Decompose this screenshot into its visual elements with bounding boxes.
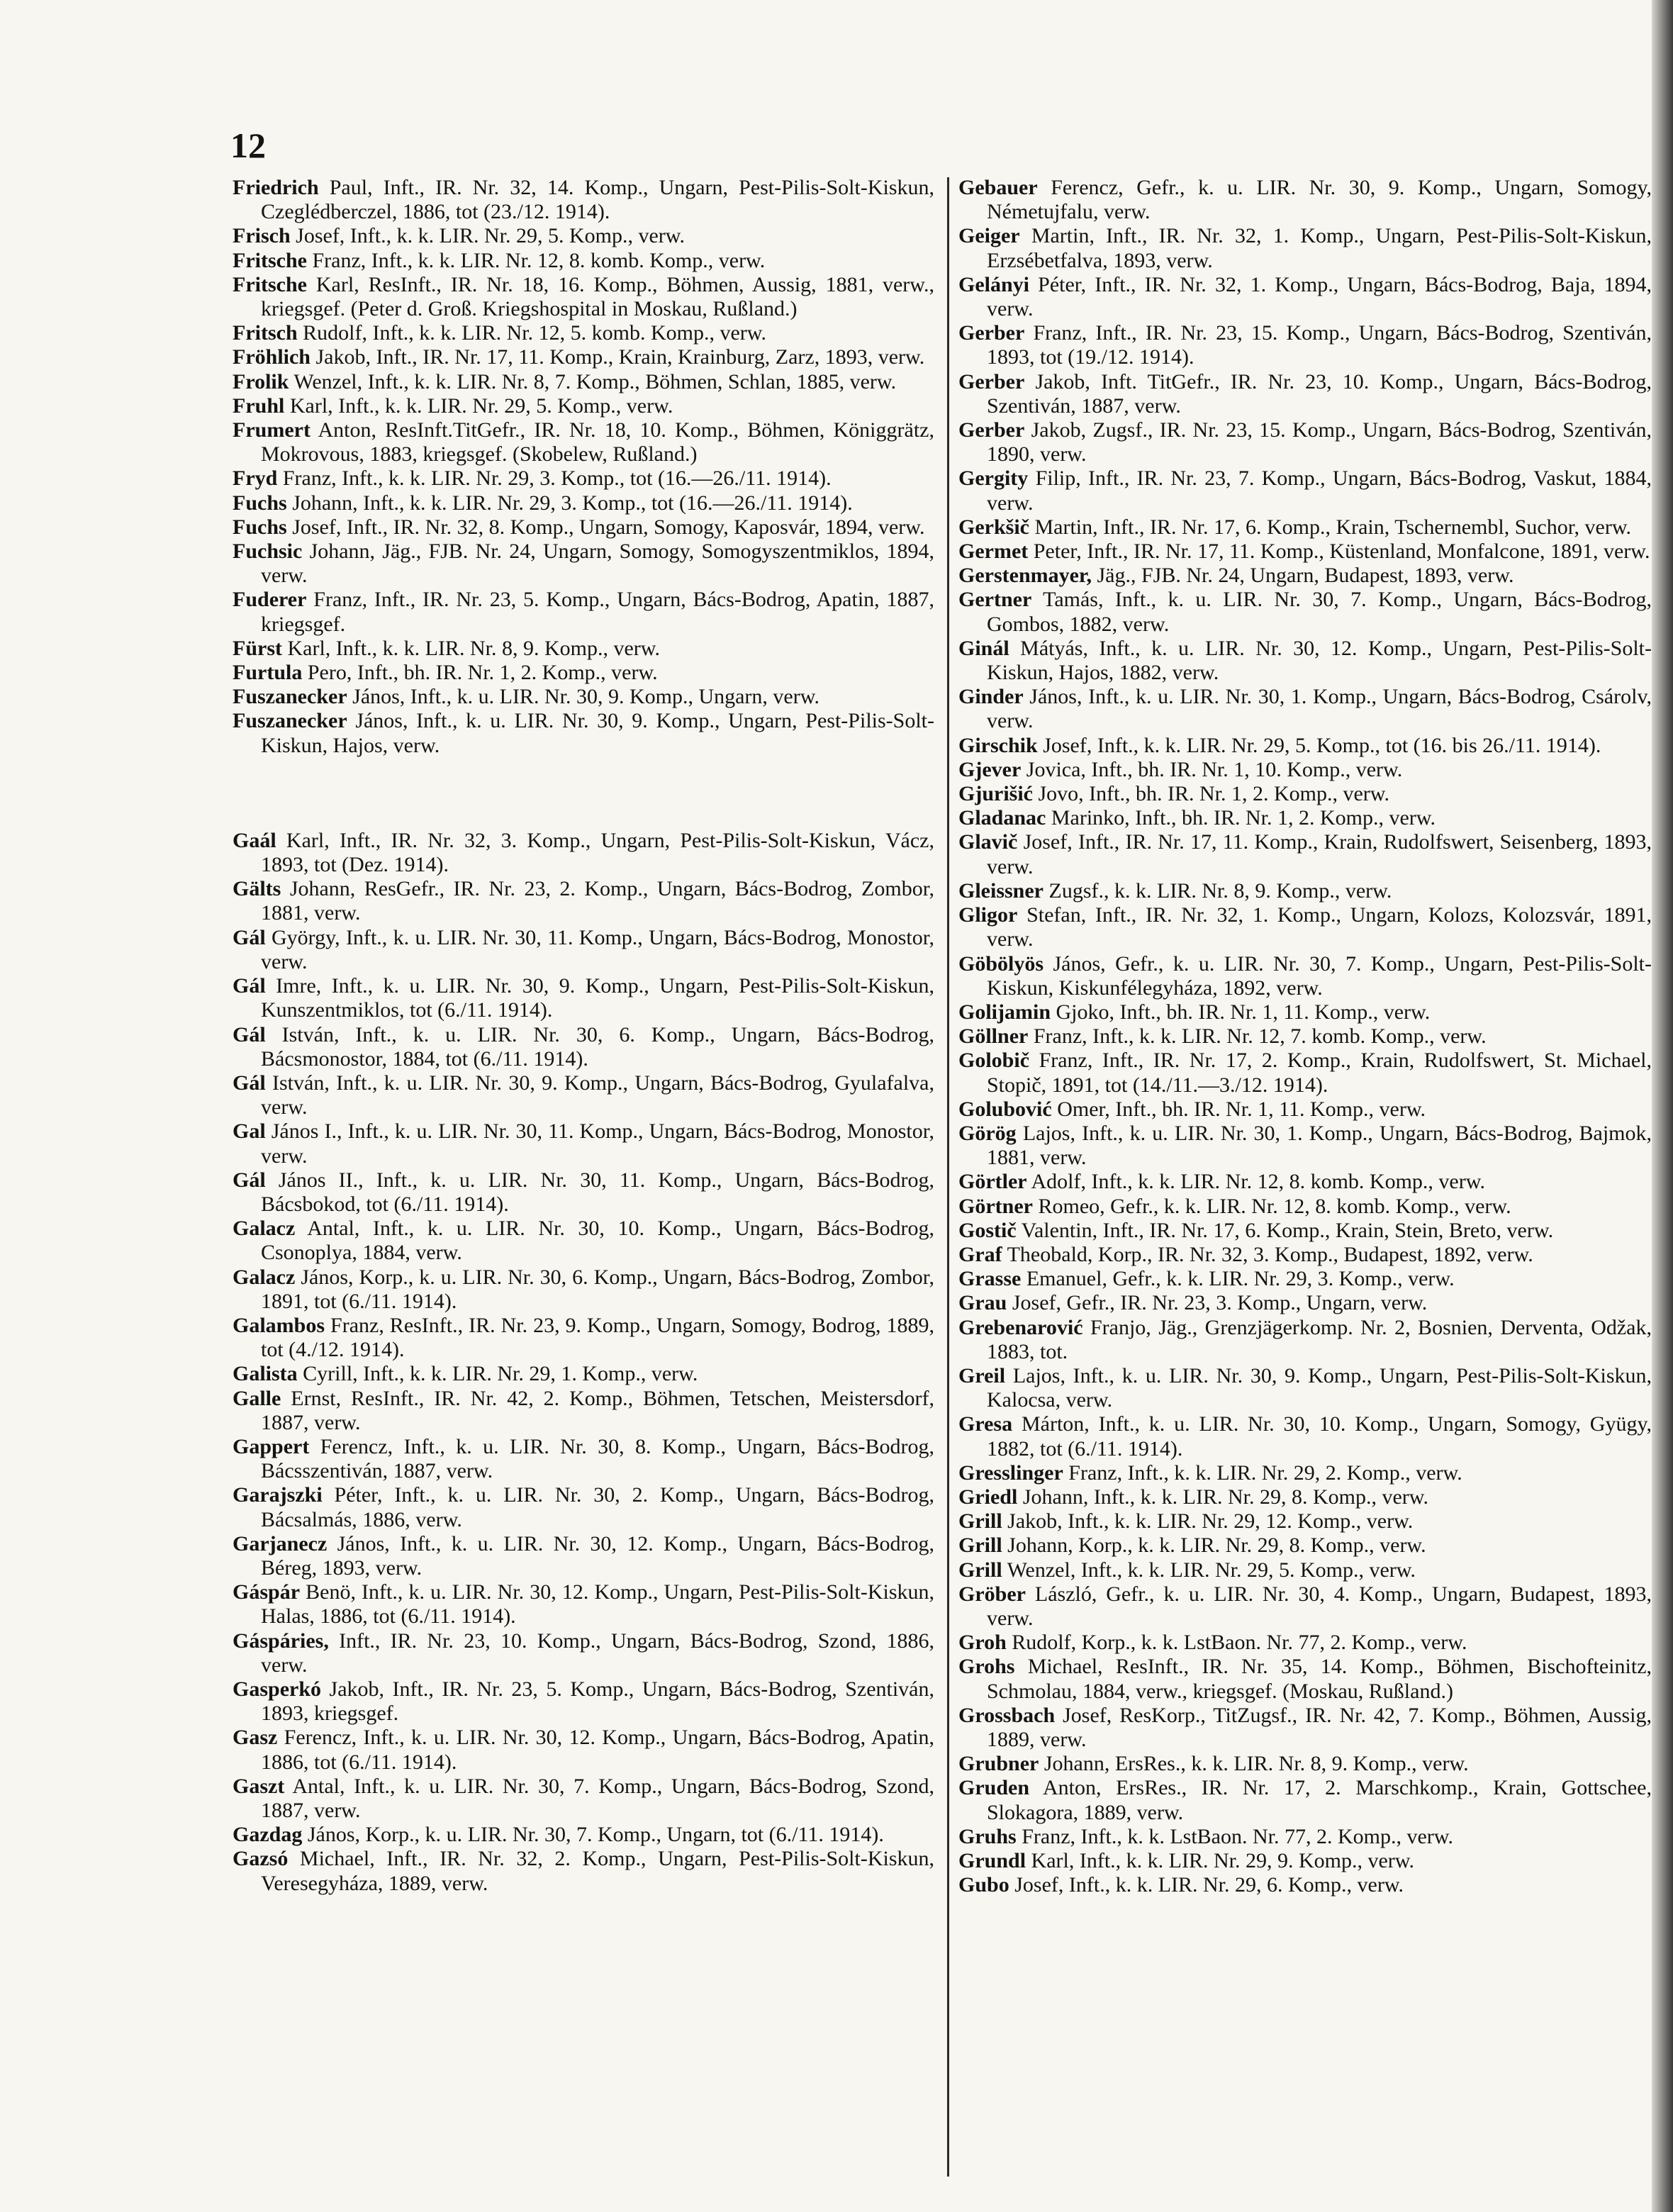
register-entry <box>958 1170 1652 1194</box>
entry-details: Lajos, Inft., k. u. LIR. Nr. 30, 1. Komp., Ungarn, Bács-Bodrog, Bajmok, 1881, verw. <box>987 1121 1652 1170</box>
register-entry <box>233 1362 934 1386</box>
entry-surname: Gertner <box>958 588 1032 612</box>
entry-surname: Fuszanecker <box>233 685 347 709</box>
entry-surname: Gresa <box>958 1412 1013 1436</box>
entry-surname: Gladanac <box>958 806 1046 830</box>
entry-surname: Griedl <box>958 1485 1018 1509</box>
entry-details: Franjo, Jäg., Grenzjägerkomp. Nr. 2, Bosnien, Derventa, Odžak, 1883, tot. <box>987 1315 1652 1363</box>
entry-surname: Fruhl <box>233 393 285 418</box>
entry-surname: Fuchsic <box>233 540 303 564</box>
register-entry <box>233 1726 934 1774</box>
entry-details: Josef, Inft., IR. Nr. 17, 11. Komp., Krain, Rudolfswert, Seisenberg, 1893, verw. <box>987 830 1652 878</box>
register-entry <box>958 1024 1652 1049</box>
entry-details: István, Inft., k. u. LIR. Nr. 30, 6. Komp., Ungarn, Bács-Bodrog, Bácsmonostor, 1884, tot (6./11. 1914). <box>261 1022 935 1071</box>
entry-surname: Fürst <box>233 636 282 660</box>
entry-surname: Grohs <box>958 1655 1015 1679</box>
entry-details: Josef, ResKorp., TitZugsf., IR. Nr. 42, 7. Komp., Böhmen, Aussig, 1889, verw. <box>987 1703 1652 1751</box>
entry-details: Johann, Jäg., FJB. Nr. 24, Ungarn, Somogy, Somogyszentmiklos, 1894, verw. <box>261 540 935 588</box>
entry-details: Josef, Gefr., IR. Nr. 23, 3. Komp., Ungarn, verw. <box>1012 1291 1428 1315</box>
register-entry <box>958 1509 1652 1534</box>
entry-surname: Golubović <box>958 1097 1052 1121</box>
register-entry <box>958 588 1652 636</box>
entry-details: Josef, Inft., IR. Nr. 32, 8. Komp., Ungarn, Somogy, Kaposvár, 1894, verw. <box>292 515 925 539</box>
entry-surname: Gerber <box>958 369 1025 393</box>
section-gap <box>233 758 934 829</box>
register-entry <box>233 1532 934 1580</box>
entry-surname: Groh <box>958 1631 1007 1655</box>
entry-surname: Galacz <box>233 1265 296 1289</box>
entry-details: Ernst, ResInft., IR. Nr. 42, 2. Komp., Böhmen, Tetschen, Meistersdorf, 1887, verw. <box>261 1386 935 1434</box>
entry-details: Márton, Inft., k. u. LIR. Nr. 30, 10. Komp., Ungarn, Somogy, Gyügy, 1882, tot (6./11. 1914). <box>987 1412 1652 1460</box>
register-entry <box>233 540 934 588</box>
register-entry <box>958 1631 1652 1655</box>
entry-surname: Gál <box>233 1168 266 1192</box>
register-entry <box>233 1023 934 1071</box>
entries-g-continued <box>958 176 1652 1897</box>
entry-surname: Gruden <box>958 1776 1030 1800</box>
register-entry <box>958 176 1652 224</box>
register-entry <box>233 515 934 540</box>
entry-surname: Gerkšič <box>958 515 1029 539</box>
entry-details: János, Inft., k. u. LIR. Nr. 30, 12. Komp., Ungarn, Bács-Bodrog, Béreg, 1893, verw. <box>261 1531 935 1580</box>
register-entry <box>958 1412 1652 1460</box>
entry-details: Tamás, Inft., k. u. LIR. Nr. 30, 7. Komp., Ungarn, Bács-Bodrog, Gombos, 1882, verw. <box>987 588 1652 636</box>
entry-surname: Friedrich <box>233 176 319 199</box>
register-entry <box>958 1825 1652 1849</box>
entry-surname: Golijamin <box>958 1000 1051 1024</box>
register-entry <box>958 1558 1652 1582</box>
entry-surname: Gjurišić <box>958 782 1033 806</box>
register-entry <box>958 321 1652 369</box>
entry-details: Johann, ErsRes., k. k. LIR. Nr. 8, 9. Komp., verw. <box>1043 1752 1469 1776</box>
entry-details: Anton, ResInft.TitGefr., IR. Nr. 18, 10. Komp., Böhmen, Königgrätz, Mokrovous, 1883, kriegsgef. (Skobelew, Rußland.) <box>261 418 934 467</box>
entry-details: Franz, Inft., k. k. LIR. Nr. 12, 8. komb. Komp., verw. <box>312 248 766 272</box>
entry-surname: Göllner <box>958 1024 1029 1049</box>
register-entry <box>958 1267 1652 1291</box>
entry-details: János II., Inft., k. u. LIR. Nr. 30, 11. Komp., Ungarn, Bács-Bodrog, Bácsbokod, tot (6./11. 1914). <box>261 1168 934 1216</box>
scan-edge-shadow <box>1652 0 1673 2212</box>
entry-details: Karl, Inft., IR. Nr. 32, 3. Komp., Ungarn, Pest-Pilis-Solt-Kiskun, Vácz, 1893, tot (Dez. 1914). <box>261 828 934 877</box>
entry-surname: Fröhlich <box>233 345 310 369</box>
entry-surname: Grill <box>958 1558 1002 1582</box>
register-entry <box>233 877 934 925</box>
register-entry <box>958 540 1652 564</box>
entry-surname: Grasse <box>958 1267 1022 1291</box>
register-entry <box>233 637 934 661</box>
right-column <box>958 176 1652 1897</box>
entry-surname: Gerber <box>958 321 1025 345</box>
entry-details: János, Korp., k. u. LIR. Nr. 30, 7. Komp., Ungarn, tot (6./11. 1914). <box>307 1823 884 1847</box>
entry-details: Antal, Inft., k. u. LIR. Nr. 30, 10. Komp., Ungarn, Bács-Bodrog, Csonoplya, 1884, verw. <box>261 1217 934 1265</box>
entry-details: Josef, Inft., k. k. LIR. Nr. 29, 5. Komp., verw. <box>296 224 685 248</box>
register-entry <box>233 1071 934 1119</box>
entry-details: Johann, Korp., k. k. LIR. Nr. 29, 8. Komp., verw. <box>1007 1534 1426 1558</box>
register-entry <box>233 1266 934 1314</box>
entry-details: Martin, Inft., IR. Nr. 17, 6. Komp., Krain, Tschernembl, Suchor, verw. <box>1034 515 1632 539</box>
entry-surname: Gappert <box>233 1434 310 1458</box>
entry-details: Wenzel, Inft., k. k. LIR. Nr. 29, 5. Komp., verw. <box>1007 1558 1416 1582</box>
entry-surname: Gaál <box>233 828 276 852</box>
register-entry <box>958 1485 1652 1509</box>
entry-surname: Gaszt <box>233 1774 285 1798</box>
entry-details: Filip, Inft., IR. Nr. 23, 7. Komp., Ungarn, Bács-Bodrog, Vaskut, 1884, verw. <box>987 467 1652 515</box>
entry-surname: Gleissner <box>958 878 1043 903</box>
entry-details: Josef, Inft., k. k. LIR. Nr. 29, 5. Komp., tot (16. bis 26./11. 1914). <box>1043 733 1601 757</box>
entry-details: Zugsf., k. k. LIR. Nr. 8, 9. Komp., verw. <box>1048 878 1392 903</box>
entry-details: Inft., IR. Nr. 23, 10. Komp., Ungarn, Bács-Bodrog, Szond, 1886, verw. <box>261 1629 935 1677</box>
register-entry <box>233 661 934 685</box>
register-entry <box>958 370 1652 418</box>
entry-surname: Gál <box>233 1071 266 1095</box>
entry-surname: Fritsch <box>233 321 298 345</box>
entry-details: Omer, Inft., bh. IR. Nr. 1, 11. Komp., verw. <box>1057 1097 1426 1121</box>
register-entry <box>958 1364 1652 1412</box>
register-entry <box>958 758 1652 782</box>
entry-details: Imre, Inft., k. u. LIR. Nr. 30, 9. Komp., Ungarn, Pest-Pilis-Solt-Kiskun, Kunszentmiklos, tot (6./11. 1914). <box>261 974 935 1022</box>
entry-surname: Gälts <box>233 877 281 901</box>
entry-surname: Fritsche <box>233 248 307 272</box>
register-entry <box>233 1119 934 1168</box>
register-entry <box>958 903 1652 951</box>
entry-surname: Grossbach <box>958 1703 1056 1727</box>
entry-details: Jovica, Inft., bh. IR. Nr. 1, 10. Komp., verw. <box>1026 757 1403 781</box>
entry-details: Theobald, Korp., IR. Nr. 32, 3. Komp., Budapest, 1892, verw. <box>1007 1242 1533 1266</box>
entry-surname: Fuderer <box>233 588 307 612</box>
entry-surname: Görög <box>958 1121 1017 1145</box>
entry-surname: Gerber <box>958 418 1025 442</box>
register-entry <box>958 1000 1652 1024</box>
entry-details: János, Gefr., k. u. LIR. Nr. 30, 7. Komp., Ungarn, Pest-Pilis-Solt-Kiskun, Kiskunfélegyháza, 1892, verw. <box>987 951 1652 1000</box>
entry-details: Ferencz, Inft., k. u. LIR. Nr. 30, 12. Komp., Ungarn, Bács-Bodrog, Apatin, 1886, tot (6./11. 1914). <box>261 1726 934 1774</box>
entry-surname: Gazdag <box>233 1823 303 1847</box>
entry-details: Franz, Inft., k. k. LIR. Nr. 29, 2. Komp., verw. <box>1068 1460 1462 1485</box>
entry-details: Péter, Inft., IR. Nr. 32, 1. Komp., Ungarn, Bács-Bodrog, Baja, 1894, verw. <box>987 272 1652 321</box>
entry-details: Antal, Inft., k. u. LIR. Nr. 30, 7. Komp., Ungarn, Bács-Bodrog, Szond, 1887, verw. <box>261 1774 934 1822</box>
entry-surname: Grill <box>958 1534 1002 1558</box>
register-entry <box>233 1217 934 1265</box>
entry-surname: Gubo <box>958 1873 1009 1897</box>
entry-details: Josef, Inft., k. k. LIR. Nr. 29, 6. Komp., verw. <box>1014 1873 1404 1897</box>
entry-surname: Girschik <box>958 733 1038 757</box>
register-entry <box>958 1316 1652 1364</box>
register-entry <box>233 1314 934 1362</box>
entry-surname: Grubner <box>958 1752 1039 1776</box>
register-entry <box>958 1049 1652 1097</box>
entry-surname: Gál <box>233 974 266 998</box>
entry-surname: Fritsche <box>233 272 307 296</box>
entry-surname: Ginál <box>958 636 1009 660</box>
entry-surname: Galle <box>233 1386 281 1410</box>
entry-surname: Graf <box>958 1242 1002 1266</box>
entry-details: Jäg., FJB. Nr. 24, Ungarn, Budapest, 1893, verw. <box>1097 564 1514 588</box>
entry-surname: Gál <box>233 1022 266 1046</box>
entry-surname: Galacz <box>233 1217 296 1241</box>
register-entry <box>233 685 934 709</box>
entry-surname: Germet <box>958 540 1029 564</box>
entry-surname: Gasz <box>233 1726 278 1750</box>
entry-surname: Grebenarović <box>958 1315 1083 1339</box>
entry-details: János I., Inft., k. u. LIR. Nr. 30, 11. Komp., Ungarn, Bács-Bodrog, Monostor, verw. <box>261 1119 935 1168</box>
entry-surname: Grau <box>958 1291 1007 1315</box>
register-entry <box>233 1580 934 1629</box>
register-entry <box>233 491 934 515</box>
entry-surname: Fuchs <box>233 491 287 515</box>
entry-details: Ferencz, Gefr., k. u. LIR. Nr. 30, 9. Komp., Ungarn, Somogy, Németujfalu, verw. <box>987 176 1652 224</box>
entry-details: Peter, Inft., IR. Nr. 17, 11. Komp., Küstenland, Monfalcone, 1891, verw. <box>1033 540 1650 564</box>
entry-details: Franz, Inft., k. k. LIR. Nr. 12, 7. komb. Komp., verw. <box>1033 1024 1487 1049</box>
register-entry <box>958 1122 1652 1170</box>
entry-surname: Golobič <box>958 1049 1030 1073</box>
entry-details: Franz, ResInft., IR. Nr. 23, 9. Komp., Ungarn, Somogy, Bodrog, 1889, tot (4./12. 1914). <box>261 1313 934 1362</box>
entry-surname: Gligor <box>958 903 1018 927</box>
register-entry <box>958 1097 1652 1122</box>
entry-surname: Gergity <box>958 467 1029 491</box>
entry-surname: Gostič <box>958 1218 1017 1242</box>
register-entry <box>958 782 1652 806</box>
entry-surname: Görtler <box>958 1170 1027 1194</box>
register-entry <box>958 734 1652 758</box>
entry-surname: Gresslinger <box>958 1460 1063 1485</box>
register-entry <box>233 1435 934 1483</box>
entry-surname: Galista <box>233 1362 298 1386</box>
entry-surname: Gal <box>233 1119 266 1144</box>
entry-details: Marinko, Inft., bh. IR. Nr. 1, 2. Komp., verw. <box>1051 806 1436 830</box>
entry-surname: Greil <box>958 1363 1006 1387</box>
entry-details: Jakob, Zugsf., IR. Nr. 23, 15. Komp., Ungarn, Bács-Bodrog, Szentiván, 1890, verw. <box>987 418 1652 467</box>
entry-details: Stefan, Inft., IR. Nr. 32, 1. Komp., Ungarn, Kolozs, Kolozsvár, 1891, verw. <box>987 903 1652 951</box>
entry-details: Adolf, Inft., k. k. LIR. Nr. 12, 8. komb. Komp., verw. <box>1031 1170 1485 1194</box>
entry-surname: Fryd <box>233 467 278 491</box>
entry-details: Jakob, Inft., IR. Nr. 17, 11. Komp., Krain, Krainburg, Zarz, 1893, verw. <box>315 345 925 369</box>
entry-details: Gjoko, Inft., bh. IR. Nr. 1, 11. Komp., verw. <box>1056 1000 1431 1024</box>
entry-surname: Gál <box>233 925 266 949</box>
register-entry <box>958 1219 1652 1243</box>
entries-f <box>233 176 934 758</box>
entry-surname: Frolik <box>233 369 289 393</box>
register-entry <box>958 1849 1652 1873</box>
entry-surname: Grundl <box>958 1849 1026 1873</box>
register-entry <box>958 1655 1652 1703</box>
register-entry <box>958 564 1652 588</box>
entry-details: Wenzel, Inft., k. k. LIR. Nr. 8, 7. Komp., Böhmen, Schlan, 1885, verw. <box>293 369 897 393</box>
register-entry <box>233 1168 934 1217</box>
entry-surname: Gerstenmayer, <box>958 564 1092 588</box>
entry-details: János, Korp., k. u. LIR. Nr. 30, 6. Komp., Ungarn, Bács-Bodrog, Zombor, 1891, tot (6./11. 1914). <box>261 1265 935 1313</box>
register-entry <box>958 1752 1652 1776</box>
register-entry <box>233 588 934 636</box>
register-entry <box>233 394 934 418</box>
entry-surname: Glavič <box>958 830 1018 854</box>
entry-details: Michael, Inft., IR. Nr. 32, 2. Komp., Ungarn, Pest-Pilis-Solt-Kiskun, Veresegyháza, 1889, verw. <box>261 1847 935 1895</box>
register-entry <box>233 345 934 369</box>
entry-details: János, Inft., k. u. LIR. Nr. 30, 9. Komp., Ungarn, verw. <box>352 685 819 709</box>
entry-details: György, Inft., k. u. LIR. Nr. 30, 11. Komp., Ungarn, Bács-Bodrog, Monostor, verw. <box>261 925 934 973</box>
register-entry <box>958 418 1652 467</box>
register-entry <box>958 806 1652 830</box>
entry-details: László, Gefr., k. u. LIR. Nr. 30, 4. Komp., Ungarn, Budapest, 1893, verw. <box>987 1582 1652 1630</box>
entry-surname: Frumert <box>233 418 310 442</box>
register-entry <box>958 1873 1652 1897</box>
register-entry <box>233 176 934 224</box>
entry-details: Franz, Inft., k. k. LIR. Nr. 29, 3. Komp., tot (16.—26./11. 1914). <box>282 467 832 491</box>
entry-surname: Ginder <box>958 685 1024 709</box>
register-entry <box>233 926 934 974</box>
register-entry <box>233 249 934 273</box>
entry-details: Karl, Inft., k. k. LIR. Nr. 29, 5. Komp., verw. <box>289 393 673 418</box>
register-entry <box>958 1461 1652 1485</box>
entry-details: Ferencz, Inft., k. u. LIR. Nr. 30, 8. Komp., Ungarn, Bács-Bodrog, Bácsszentiván, 1887, verw. <box>261 1434 935 1483</box>
register-entry <box>958 1776 1652 1824</box>
register-entry <box>958 1243 1652 1267</box>
entry-details: Franz, Inft., IR. Nr. 17, 2. Komp., Krain, Rudolfswert, St. Michael, Stopič, 1891, tot (14./11.—3./12. 1914). <box>987 1049 1652 1097</box>
entry-details: Rudolf, Inft., k. k. LIR. Nr. 12, 5. komb. Komp., verw. <box>303 321 766 345</box>
register-entry <box>233 1483 934 1531</box>
entry-details: Johann, ResGefr., IR. Nr. 23, 2. Komp., Ungarn, Bács-Bodrog, Zombor, 1881, verw. <box>261 877 934 925</box>
entry-details: Karl, ResInft., IR. Nr. 18, 16. Komp., Böhmen, Aussig, 1881, verw., kriegsgef. (Peter d. Groß. Kriegshospital in Moskau, Rußland.) <box>261 272 935 321</box>
register-entry <box>233 418 934 467</box>
entry-surname: Gjever <box>958 757 1022 781</box>
entry-details: Valentin, Inft., IR. Nr. 17, 6. Komp., Krain, Stein, Breto, verw. <box>1021 1218 1554 1242</box>
entry-surname: Gáspár <box>233 1580 301 1604</box>
entry-details: Rudolf, Korp., k. k. LstBaon. Nr. 77, 2. Komp., verw. <box>1012 1631 1467 1655</box>
register-entry <box>233 467 934 491</box>
entry-details: Romeo, Gefr., k. k. LIR. Nr. 12, 8. komb. Komp., verw. <box>1038 1194 1511 1218</box>
entry-details: Anton, ErsRes., IR. Nr. 17, 2. Marschkomp., Krain, Gottschee, Slokagora, 1889, verw. <box>987 1776 1652 1824</box>
entry-surname: Gáspáries, <box>233 1629 329 1653</box>
entry-surname: Galambos <box>233 1313 325 1337</box>
register-entry <box>958 1534 1652 1558</box>
register-entry <box>958 830 1652 878</box>
entry-surname: Gröber <box>958 1582 1026 1606</box>
register-entry <box>233 370 934 394</box>
register-entry <box>233 829 934 877</box>
register-entry <box>233 224 934 248</box>
entry-surname: Geiger <box>958 224 1020 248</box>
entry-details: Jakob, Inft., k. k. LIR. Nr. 29, 12. Komp., verw. <box>1007 1509 1414 1534</box>
entry-surname: Fuszanecker <box>233 709 347 733</box>
register-entry <box>958 1291 1652 1315</box>
register-entry <box>958 879 1652 903</box>
entry-details: Jovo, Inft., bh. IR. Nr. 1, 2. Komp., verw. <box>1038 782 1390 806</box>
entry-surname: Furtula <box>233 661 303 685</box>
entry-details: Paul, Inft., IR. Nr. 32, 14. Komp., Ungarn, Pest-Pilis-Solt-Kiskun, Czeglédberczel, 1886, tot (23./12. 1914). <box>261 176 935 224</box>
register-entry <box>958 685 1652 733</box>
entry-details: Benö, Inft., k. u. LIR. Nr. 30, 12. Komp., Ungarn, Pest-Pilis-Solt-Kiskun, Halas, 1886, tot (6./11. 1914). <box>261 1580 935 1629</box>
register-entry <box>958 1704 1652 1752</box>
register-entry <box>233 1775 934 1823</box>
entry-surname: Görtner <box>958 1194 1033 1218</box>
entry-surname: Gasperkó <box>233 1677 322 1701</box>
page-number: 12 <box>230 125 266 165</box>
entry-details: Johann, Inft., k. k. LIR. Nr. 29, 8. Komp., verw. <box>1022 1485 1428 1509</box>
entry-surname: Frisch <box>233 224 291 248</box>
register-entry <box>233 1823 934 1847</box>
entry-surname: Gebauer <box>958 176 1038 199</box>
entry-details: Emanuel, Gefr., k. k. LIR. Nr. 29, 3. Komp., verw. <box>1026 1267 1455 1291</box>
entry-details: Johann, Inft., k. k. LIR. Nr. 29, 3. Komp., tot (16.—26./11. 1914). <box>292 491 853 515</box>
register-entry <box>958 273 1652 321</box>
register-entry <box>233 974 934 1022</box>
entry-surname: Garajszki <box>233 1483 323 1507</box>
entry-details: Pero, Inft., bh. IR. Nr. 1, 2. Komp., verw. <box>307 661 658 685</box>
register-entry <box>233 1629 934 1677</box>
column-divider <box>947 177 949 2177</box>
register-entry <box>958 224 1652 272</box>
entry-details: Cyrill, Inft., k. k. LIR. Nr. 29, 1. Komp., verw. <box>303 1362 698 1386</box>
register-entry <box>233 709 934 757</box>
entry-details: Franz, Inft., k. k. LstBaon. Nr. 77, 2. Komp., verw. <box>1022 1824 1454 1848</box>
entry-details: Lajos, Inft., k. u. LIR. Nr. 30, 9. Komp., Ungarn, Pest-Pilis-Solt-Kiskun, Kalocsa, verw. <box>987 1363 1652 1412</box>
entry-details: Jakob, Inft., IR. Nr. 23, 5. Komp., Ungarn, Bács-Bodrog, Szentiván, 1893, kriegsgef. <box>261 1677 934 1726</box>
entry-details: Karl, Inft., k. k. LIR. Nr. 8, 9. Komp., verw. <box>287 636 660 660</box>
entry-details: Franz, Inft., IR. Nr. 23, 5. Komp., Ungarn, Bács-Bodrog, Apatin, 1887, kriegsgef. <box>261 588 934 636</box>
entry-details: Michael, ResInft., IR. Nr. 35, 14. Komp., Böhmen, Bischofteinitz, Schmolau, 1884, verw., kriegsgef. (Moskau, Rußland.) <box>987 1655 1652 1703</box>
register-entry <box>233 1847 934 1895</box>
entry-details: Péter, Inft., k. u. LIR. Nr. 30, 2. Komp., Ungarn, Bács-Bodrog, Bácsalmás, 1886, verw. <box>261 1483 935 1531</box>
register-entry <box>958 952 1652 1000</box>
entry-surname: Grill <box>958 1509 1002 1534</box>
entry-surname: Gruhs <box>958 1824 1017 1848</box>
left-column <box>233 176 934 1896</box>
entry-details: Franz, Inft., IR. Nr. 23, 15. Komp., Ungarn, Bács-Bodrog, Szentiván, 1893, tot (19./12. 1914). <box>987 321 1652 369</box>
entry-surname: Göbölyös <box>958 951 1044 976</box>
register-entry <box>958 637 1652 685</box>
register-entry <box>958 1195 1652 1219</box>
register-entry <box>233 321 934 345</box>
entry-details: János, Inft., k. u. LIR. Nr. 30, 1. Komp., Ungarn, Bács-Bodrog, Csárolv, verw. <box>987 685 1652 733</box>
register-entry <box>233 1677 934 1726</box>
register-entry <box>233 273 934 321</box>
entry-details: Mátyás, Inft., k. u. LIR. Nr. 30, 12. Komp., Ungarn, Pest-Pilis-Solt-Kiskun, Hajos, 1882, verw. <box>987 636 1652 685</box>
entry-surname: Fuchs <box>233 515 287 539</box>
entry-details: János, Inft., k. u. LIR. Nr. 30, 9. Komp., Ungarn, Pest-Pilis-Solt-Kiskun, Hajos, verw. <box>261 709 934 757</box>
entry-surname: Garjanecz <box>233 1531 328 1555</box>
entry-surname: Gelányi <box>958 272 1030 296</box>
entry-details: István, Inft., k. u. LIR. Nr. 30, 9. Komp., Ungarn, Bács-Bodrog, Gyulafalva, verw. <box>261 1071 934 1119</box>
register-entry <box>233 1387 934 1435</box>
entry-details: Martin, Inft., IR. Nr. 32, 1. Komp., Ungarn, Pest-Pilis-Solt-Kiskun, Erzsébetfalva, 1893, verw. <box>987 224 1652 272</box>
register-entry <box>958 467 1652 515</box>
entries-g <box>233 829 934 1896</box>
register-entry <box>958 515 1652 540</box>
entry-surname: Gazsó <box>233 1847 289 1871</box>
entry-details: Jakob, Inft. TitGefr., IR. Nr. 23, 10. Komp., Ungarn, Bács-Bodrog, Szentiván, 1887, verw. <box>987 369 1652 418</box>
register-entry <box>958 1582 1652 1631</box>
entry-details: Karl, Inft., k. k. LIR. Nr. 29, 9. Komp., verw. <box>1031 1849 1415 1873</box>
